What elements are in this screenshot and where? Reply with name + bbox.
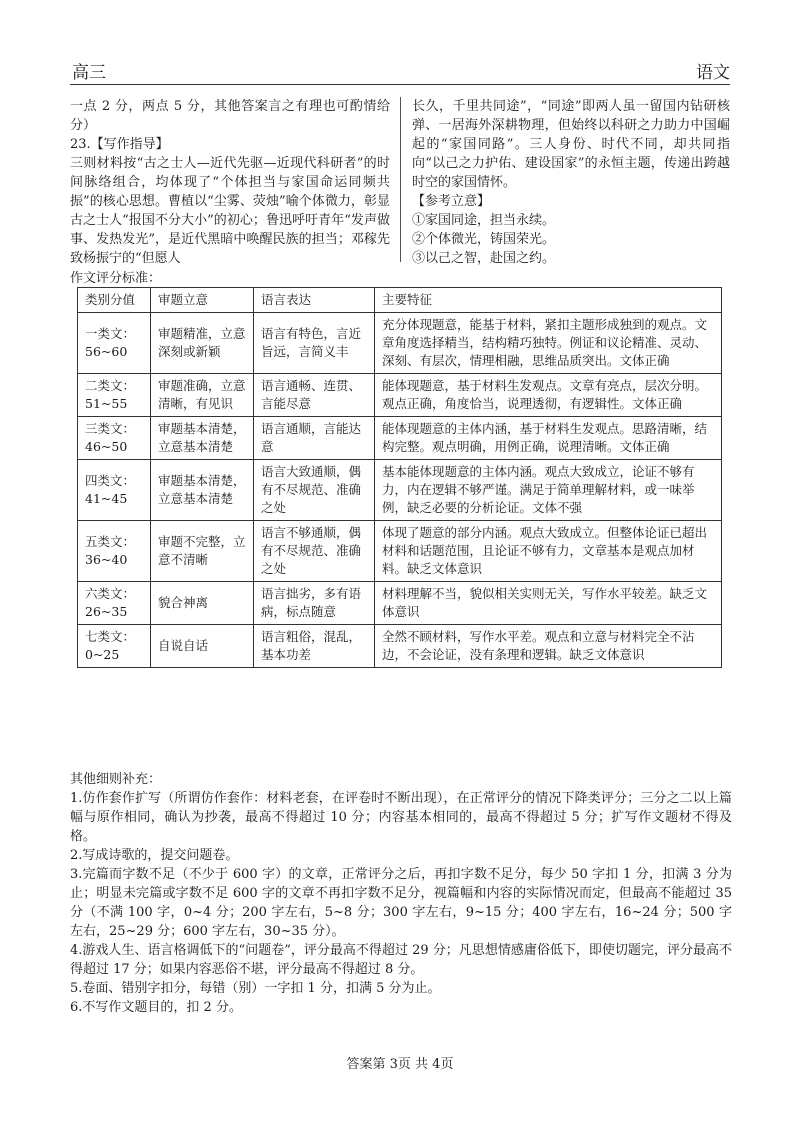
table-cell: 材料理解不当，貌似相关实则无关，写作水平较差。缺乏文体意识	[375, 582, 722, 625]
table-cell: 貌合神离	[151, 582, 254, 625]
header-cell: 主要特征	[375, 288, 722, 313]
note-item: 3.完篇而字数不足（不少于 600 字）的文章，正常评分之后，再扣字数不足分，每少 50 字扣 1 分，扣满 3 分为止；明显未完篇或字数不足 600 字的文章不再扣字数不足分，视篇幅和内容的实际情况而定，但最高不能超过 35 分（不满 100 字，0~4 分；200 字左右，5~8 分；300 字左右，9~15 分；400 字左右，16~24 分；500 字左右，25~29 分；600 字左右，30~35 分）。	[70, 867, 732, 939]
table-row	[78, 460, 722, 521]
table-header-row	[78, 288, 722, 313]
rubric-label: 作文评分标准：	[70, 271, 162, 286]
right-paragraph: 【参考立意】	[412, 194, 491, 209]
right-column	[412, 97, 730, 268]
page-footer: 答案第 3页 共 4页	[346, 1057, 454, 1072]
table-row	[78, 374, 722, 417]
grade-label: 高三	[72, 63, 106, 83]
scoring-table	[77, 287, 722, 668]
table-row	[78, 625, 722, 668]
table-cell: 语言不够通顺，偶有不尽规范、准确之处	[254, 521, 375, 582]
header-cell: 语言表达	[254, 288, 375, 313]
table-cell: 审题准确，立意清晰，有见识	[151, 374, 254, 417]
note-item: 1.仿作套作扩写（所谓仿作套作：材料老套，在评卷时不断出现），在正常评分的情况下降类评分；三分之二以上篇幅与原作相同，确认为抄袭，最高不得超过 10 分；内容基本相同的，最高不得超过 5 分；扩写作文题材不得及格。	[70, 791, 732, 844]
notes-heading: 其他细则补充：	[70, 772, 162, 787]
table-cell: 语言有特色，言近旨远，言简义丰	[254, 313, 375, 374]
table-cell: 七类文：0~25	[78, 625, 151, 668]
supplementary-notes	[70, 770, 732, 1017]
column-divider	[400, 97, 401, 262]
header-cell: 审题立意	[151, 288, 254, 313]
table-cell: 三类文：46~50	[78, 417, 151, 460]
page-header	[70, 58, 730, 85]
table-cell: 语言通畅、连贯、言能尽意	[254, 374, 375, 417]
subject-label: 语文	[696, 63, 730, 83]
left-paragraph: 23.【写作指导】	[70, 137, 169, 152]
table-cell: 审题不完整，立意不清晰	[151, 521, 254, 582]
left-paragraph: 三则材料按“古之士人—近代先驱—近现代科研者”的时间脉络组合，均体现了“个体担当与家国命运同频共振”的核心思想。曹植以“尘雾、荧烛”喻个体微力，彰显古之士人“报国不分大小”的初心；鲁迅呼吁青年“发声做事、发热发光”，是近代黑暗中唤醒民族的担当；邓稼先致杨振宁的“但愿人	[70, 156, 390, 266]
table-cell: 语言大致通顺，偶有不尽规范、准确之处	[254, 460, 375, 521]
table-cell: 审题精准，立意深刻或新颖	[151, 313, 254, 374]
table-cell: 语言拙劣，多有语病，标点随意	[254, 582, 375, 625]
table-cell: 体现了题意的部分内涵。观点大致成立。但整体论证已超出材料和话题范围，且论证不够有力，文章基本是观点加材料。缺乏文体意识	[375, 521, 722, 582]
note-item: 4.游戏人生、语言格调低下的“问题卷”，评分最高不得超过 29 分；凡思想情感庸俗低下，即使切题完，评分最高不得超过 17 分；如果内容恶俗不堪，评分最高不得超过 8 分。	[70, 943, 732, 977]
table-cell: 自说自话	[151, 625, 254, 668]
table-cell: 全然不顾材料，写作水平差。观点和立意与材料完全不沾边，不会论证，没有条理和逻辑。缺乏文体意识	[375, 625, 722, 668]
table-cell: 基本能体现题意的主体内涵。观点大致成立，论证不够有力，内在逻辑不够严谨。满足于简单理解材料，或一味举例，缺乏必要的分析论证。文体不强	[375, 460, 722, 521]
table-cell: 语言通顺，言能达意	[254, 417, 375, 460]
table-cell: 审题基本清楚，立意基本清楚	[151, 417, 254, 460]
table-cell: 二类文：51~55	[78, 374, 151, 417]
right-paragraph: ③以己之智，赴国之约。	[412, 251, 556, 266]
left-column	[70, 97, 390, 268]
note-item: 6.不写作文题目的，扣 2 分。	[70, 1000, 242, 1015]
table-cell: 充分体现题意，能基于材料，紧扣主题形成独到的观点。文章角度选择精当，结构精巧独特。例证和议论精准、灵动、深刻、有层次，情理相融，思维品质突出。文体正确	[375, 313, 722, 374]
note-item: 5.卷面、错别字扣分，每错（别）一字扣 1 分，扣满 5 分为止。	[70, 981, 441, 996]
header-cell: 类别分值	[78, 288, 151, 313]
table-cell: 四类文：41~45	[78, 460, 151, 521]
right-paragraph: ①家国同途，担当永续。	[412, 213, 556, 228]
table-cell: 能体现题意的主体内涵，基于材料生发观点。思路清晰，结构完整。观点明确，用例正确，说理清晰。文体正确	[375, 417, 722, 460]
table-row	[78, 417, 722, 460]
table-row	[78, 521, 722, 582]
table-cell: 五类文：36~40	[78, 521, 151, 582]
table-cell: 语言粗俗，混乱，基本功差	[254, 625, 375, 668]
note-item: 2.写成诗歌的，提交问题卷。	[70, 848, 239, 863]
table-cell: 审题基本清楚，立意基本清楚	[151, 460, 254, 521]
table-row	[78, 582, 722, 625]
table-row	[78, 313, 722, 374]
right-paragraph: 长久，千里共同途”，“同途”即两人虽一留国内钻研核弹、一居海外深耕物理，但始终以科研之力助力中国崛起的“家国同路”。三人身份、时代不同，却共同指向“以己之力护佑、建设国家”的永恒主题，传递出跨越时空的家国情怀。	[412, 99, 730, 190]
table-cell: 一类文：56~60	[78, 313, 151, 374]
table-cell: 能体现题意，基于材料生发观点。文章有亮点，层次分明。观点正确，角度恰当，说理透彻，有逻辑性。文体正确	[375, 374, 722, 417]
right-paragraph: ②个体微光，铸国荣光。	[412, 232, 556, 247]
table-cell: 六类文：26~35	[78, 582, 151, 625]
left-paragraph: 一点 2 分，两点 5 分，其他答案言之有理也可酌情给分）	[70, 99, 390, 133]
